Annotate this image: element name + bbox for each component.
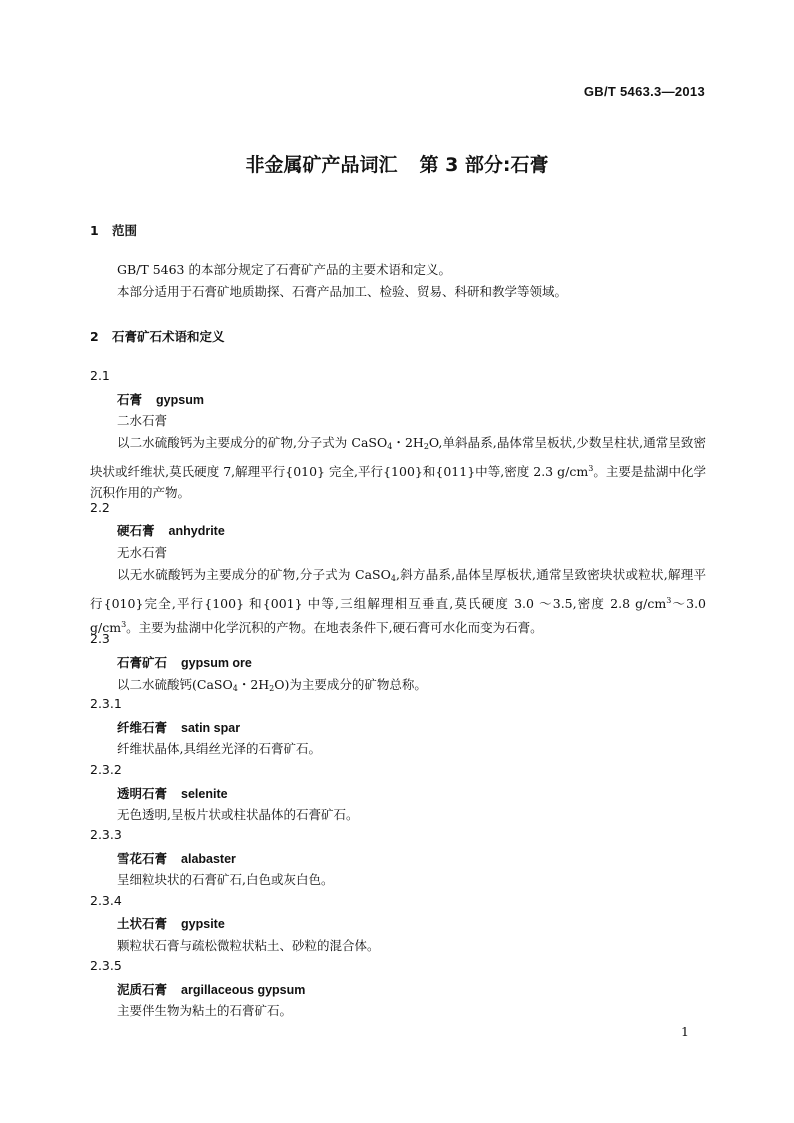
term-number: 2.3.1 bbox=[90, 696, 122, 711]
term-number: 2.3.5 bbox=[90, 958, 122, 973]
term-definition: 呈细粒块状的石膏矿石,白色或灰白色。 bbox=[117, 872, 334, 887]
term-heading: 硬石膏 anhydrite bbox=[117, 523, 225, 538]
term-definition: 无色透明,呈板片状或柱状晶体的石膏矿石。 bbox=[117, 807, 359, 822]
term-heading: 泥质石膏 argillaceous gypsum bbox=[117, 982, 306, 997]
term-number: 2.3 bbox=[90, 631, 110, 646]
title-main: 非金属矿产品词汇 bbox=[245, 154, 398, 176]
term-definition: 颗粒状石膏与疏松微粒状粘土、砂粒的混合体。 bbox=[117, 938, 380, 953]
term-definition: 以二水硫酸钙为主要成分的矿物,分子式为 CaSO$_4$・$2H_2O$,单斜晶系,晶体常呈板状,少数呈柱状,通常呈致密块状或纤维状,莫氏硬度 7,解理平行{010} 完全,平行{100}和{011}中等,密度 2.3 $g/cm^3$。主要是盐湖中化学沉积作用的产物。 bbox=[90, 435, 706, 500]
title-part: 第 3 部分:石膏 bbox=[419, 154, 549, 176]
term-synonym: 无水石膏 bbox=[117, 545, 168, 560]
term-number: 2.3.2 bbox=[90, 762, 122, 777]
term-definition: 以二水硫酸钙(CaSO$_4$・$2H_2O$)为主要成分的矿物总称。 bbox=[117, 677, 427, 693]
term-definition: 纤维状晶体,具绢丝光泽的石膏矿石。 bbox=[117, 741, 321, 756]
term-number: 2.3.4 bbox=[90, 893, 122, 908]
term-heading: 透明石膏 selenite bbox=[117, 786, 228, 801]
section-1-heading: 1 范围 bbox=[90, 223, 138, 238]
term-number: 2.1 bbox=[90, 368, 110, 383]
scope-paragraph-2: 本部分适用于石膏矿地质勘探、石膏产品加工、检验、贸易、科研和教学等领域。 bbox=[117, 284, 568, 299]
term-definition: 主要伴生物为粘土的石膏矿石。 bbox=[117, 1003, 293, 1018]
term-heading: 石膏 gypsum bbox=[117, 392, 204, 407]
scope-paragraph-1: GB/T 5463 的本部分规定了石膏矿产品的主要术语和定义。 bbox=[117, 262, 451, 277]
term-heading: 土状石膏 gypsite bbox=[117, 916, 225, 931]
section-2-heading: 2 石膏矿石术语和定义 bbox=[90, 329, 225, 344]
term-number: 2.3.3 bbox=[90, 827, 122, 842]
page-number: 1 bbox=[681, 1024, 689, 1039]
document-title bbox=[0, 150, 794, 177]
term-synonym: 二水石膏 bbox=[117, 413, 168, 428]
term-heading: 雪花石膏 alabaster bbox=[117, 851, 236, 866]
standard-number: GB/T 5463.3—2013 bbox=[583, 84, 705, 99]
term-heading: 纤维石膏 satin spar bbox=[117, 720, 241, 735]
term-number: 2.2 bbox=[90, 500, 110, 515]
term-definition: 以无水硫酸钙为主要成分的矿物,分子式为 CaSO$_4$,斜方晶系,晶体呈厚板状,通常呈致密块状或粒状,解理平行{010}完全,平行{100} 和{001} 中等,三组解理相互垂直,莫氏硬度 3.0 ～3.5,密度 2.8 $g/cm^3\sim 3.0$ $g/cm^3$。主要为盐湖中化学沉积的产物。在地表条件下,硬石膏可水化而变为石膏。 bbox=[90, 567, 707, 635]
term-heading: 石膏矿石 gypsum ore bbox=[117, 655, 252, 670]
